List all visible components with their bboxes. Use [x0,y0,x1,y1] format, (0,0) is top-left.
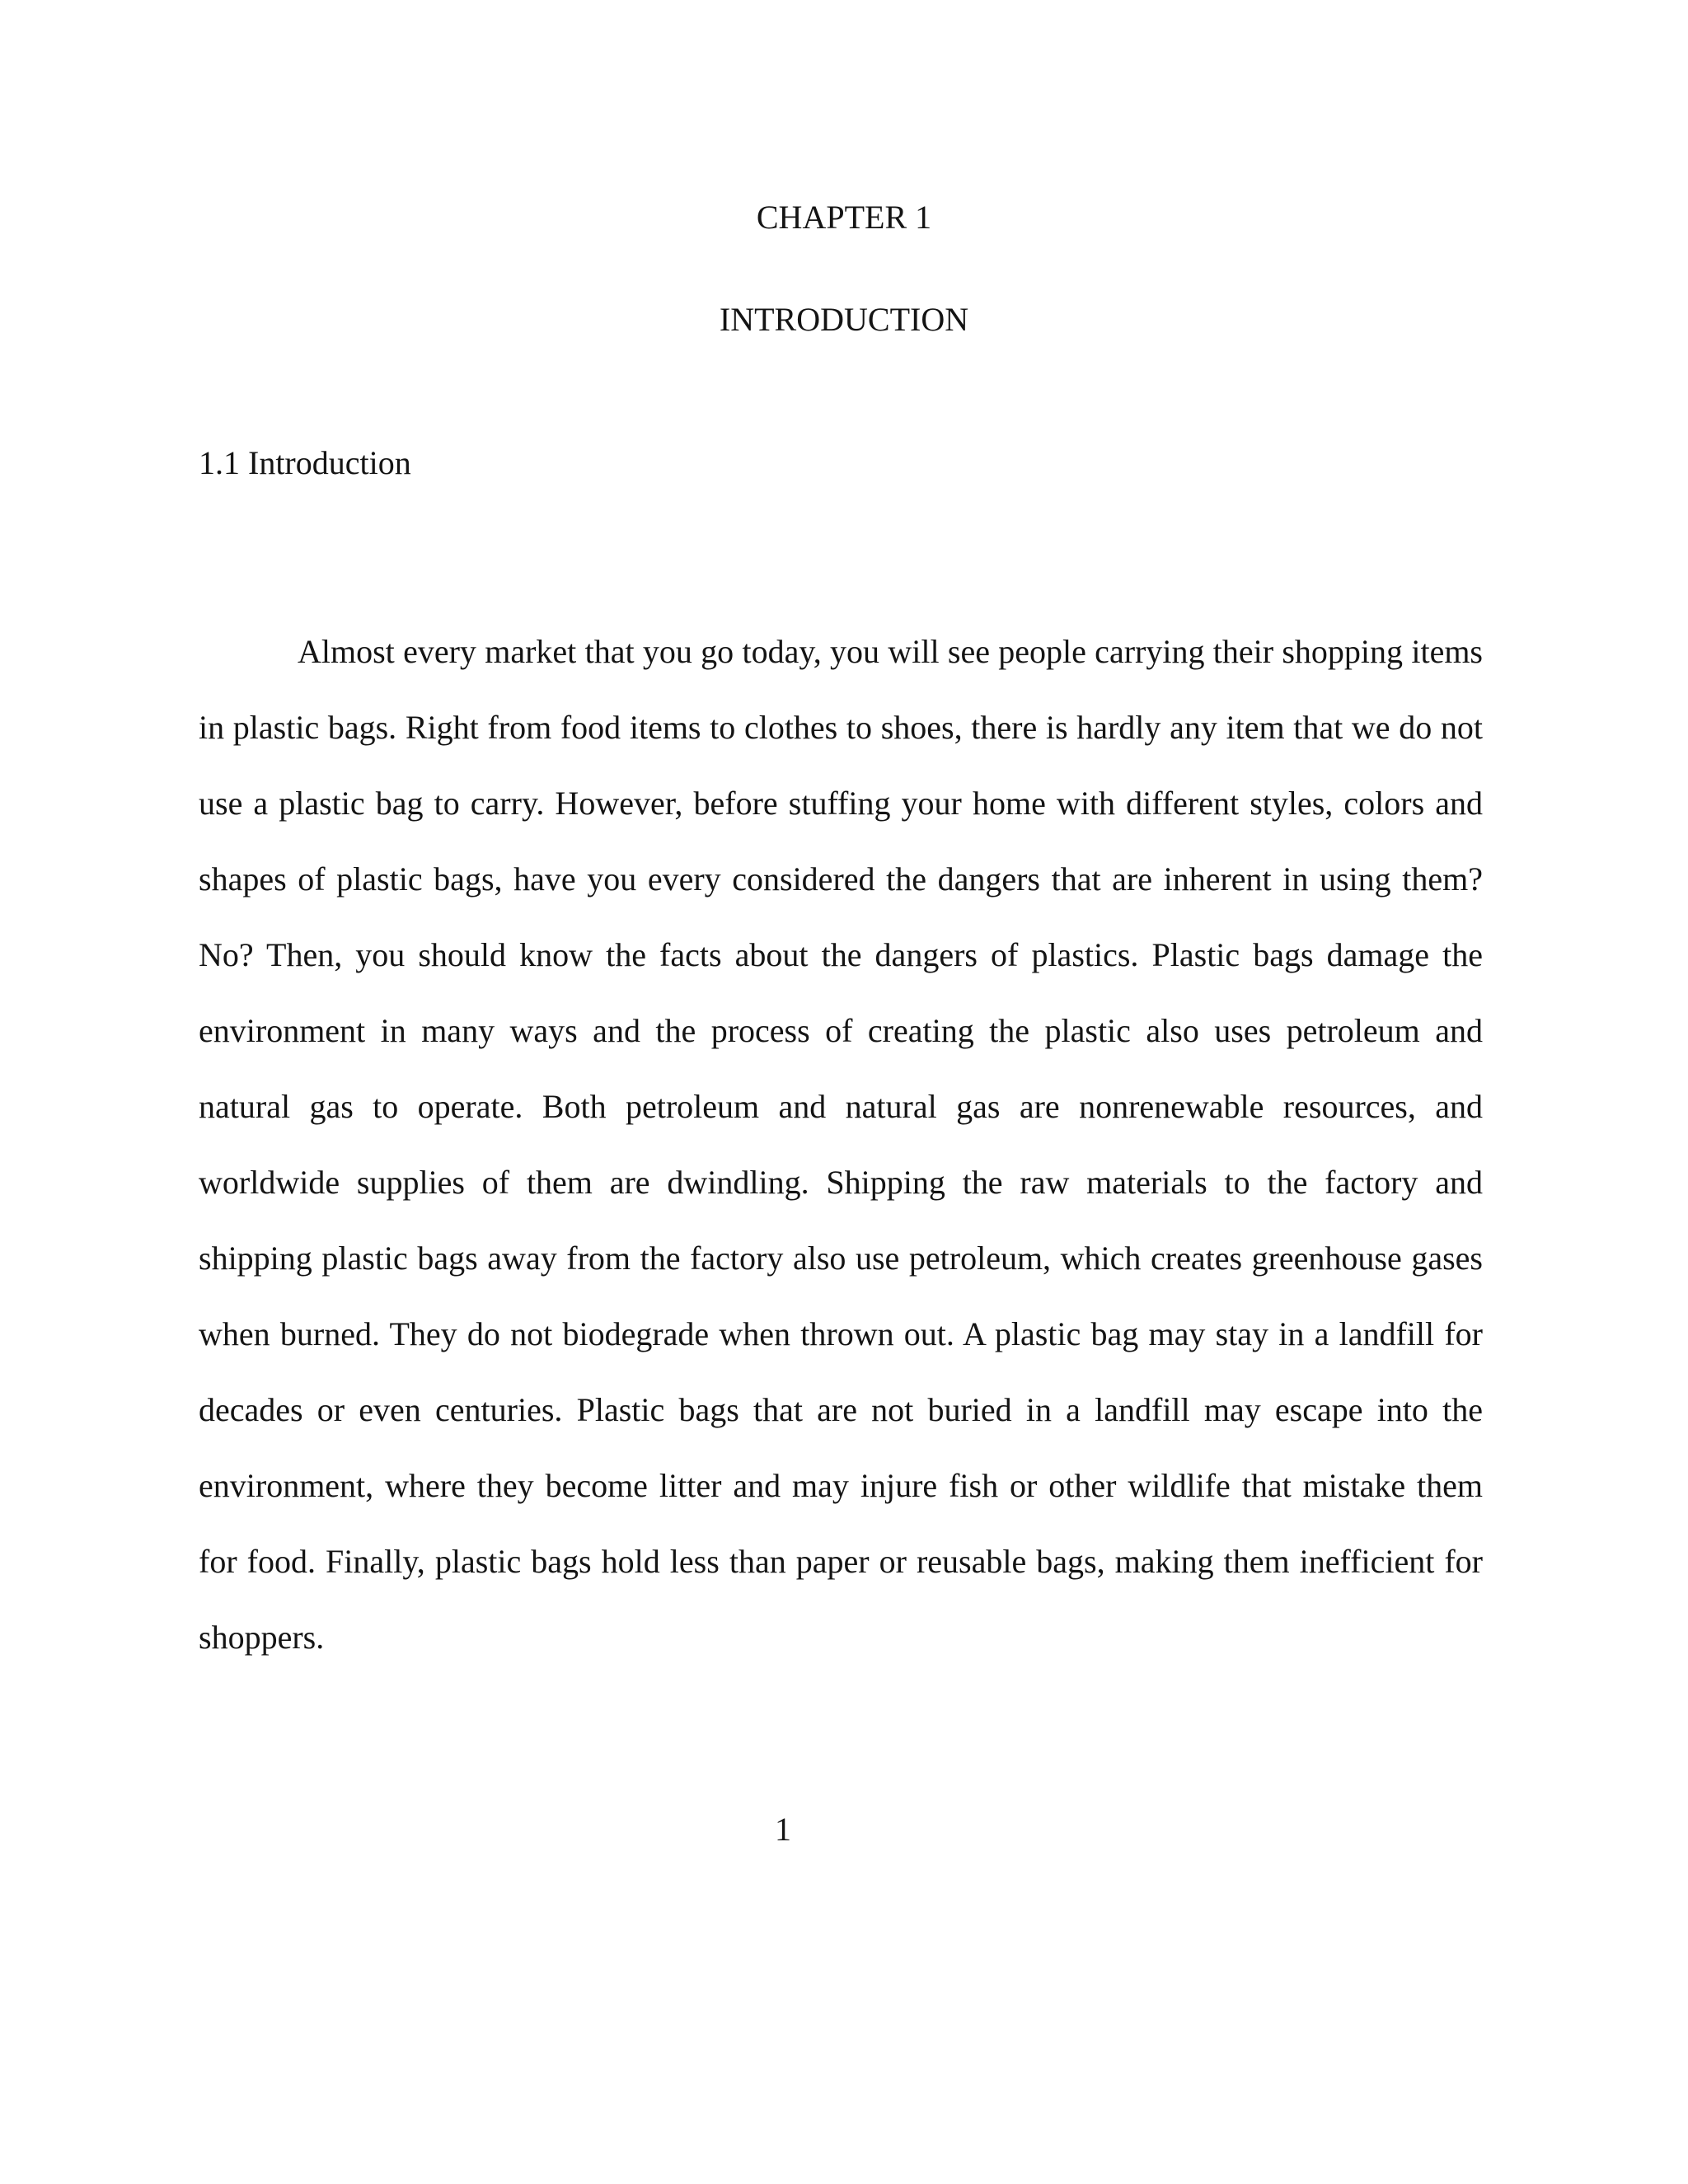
body-paragraph: Almost every market that you go today, you will see people carrying their shopping items in plastic bags. Right from food items to clothes to shoes, there is hardly any item that we do not use a plastic bag to carry. However, before stuffing your home with different styles, colors and shapes of plastic bags, have you every considered the dangers that are inherent in using them? No? Then, you should know the facts about the dangers of plastics. Plastic bags damage the environment in many ways and the process of creating the plastic also uses petroleum and natural gas to operate. Both petroleum and natural gas are nonrenewable resources, and worldwide supplies of them are dwindling. Shipping the raw materials to the factory and shipping plastic bags away from the factory also use petroleum, which creates greenhouse gases when burned. They do not biodegrade when thrown out. A plastic bag may stay in a landfill for decades or even centuries. Plastic bags that are not buried in a landfill may escape into the environment, where they become litter and may injure fish or other wildlife that mistake them for food. Finally, plastic bags hold less than paper or reusable bags, making them inefficient for shoppers. [199,633,1483,1656]
page-number: 1 [775,1811,791,1848]
section-heading: 1.1 Introduction [199,444,411,481]
chapter-label: CHAPTER 1 [756,199,932,236]
chapter-title: INTRODUCTION [719,301,969,338]
